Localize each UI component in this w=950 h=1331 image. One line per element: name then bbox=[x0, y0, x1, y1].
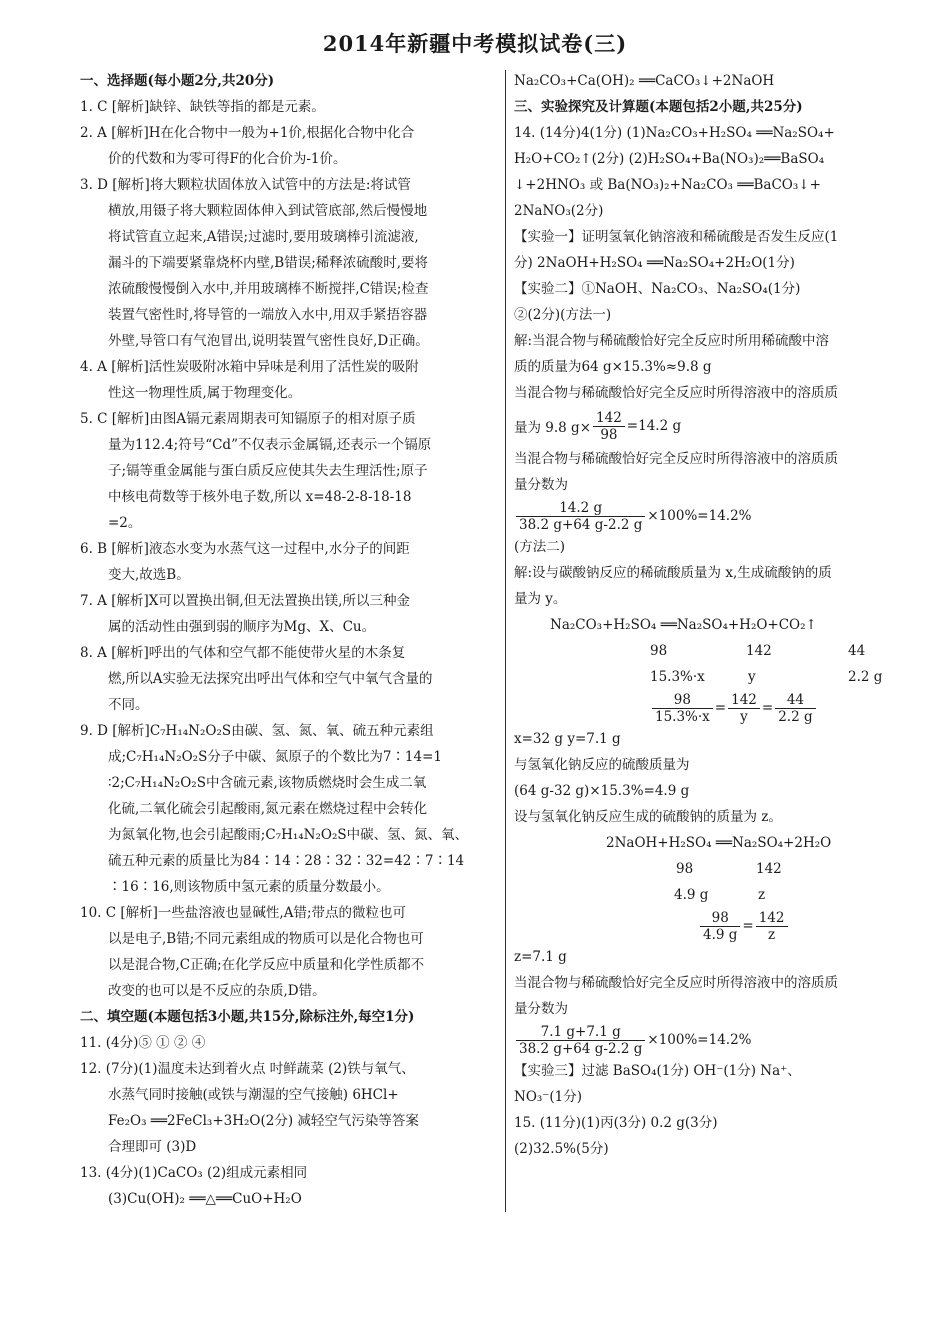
text-line: ②(2分)(方法一) bbox=[514, 307, 612, 323]
text-line: z=7.1 g bbox=[514, 949, 567, 965]
text-line: x=32 g y=7.1 g bbox=[514, 731, 621, 747]
text-line: ↓+2HNO₃ 或 Ba(NO₃)₂+Na₂CO₃ ══BaCO₃↓+ bbox=[514, 177, 821, 193]
denominator: 38.2 g+64 g-2.2 g bbox=[519, 516, 643, 533]
numerator: 98 bbox=[652, 692, 713, 709]
text-line: 解:设与碳酸钠反应的稀硫酸质量为 x,生成硫酸钠的质 bbox=[514, 565, 832, 581]
text-line: ∶2;C₇H₁₄N₂O₂S中含硫元素,该物质燃烧时会生成二氧 bbox=[108, 775, 427, 791]
text-line: 性这一物理性质,属于物理变化。 bbox=[108, 385, 302, 401]
denominator: 15.3%·x bbox=[655, 708, 710, 725]
text-line: 漏斗的下端要紧靠烧杯内壁,B错误;稀释浓硫酸时,要将 bbox=[108, 255, 429, 271]
text-line: 以是混合物,C正确;在化学反应中质量和化学性质都不 bbox=[108, 957, 425, 973]
text-line: 3. D [解析]将大颗粒状固体放入试管中的方法是:将试管 bbox=[80, 177, 411, 193]
fraction bbox=[593, 410, 625, 443]
numerator: 98 bbox=[700, 910, 740, 927]
text-line: 变大,故选B。 bbox=[108, 567, 190, 583]
text-line: 价的代数和为零可得F的化合价为-1价。 bbox=[108, 151, 347, 167]
denominator: z bbox=[768, 926, 776, 943]
text-line: 浓硫酸慢慢倒入水中,并用玻璃棒不断搅拌,C错误;检查 bbox=[108, 281, 429, 297]
text-line: 横放,用镊子将大颗粒固体伸入到试管底部,然后慢慢地 bbox=[108, 203, 428, 219]
text-line: (64 g-32 g)×15.3%=4.9 g bbox=[514, 783, 690, 799]
equation-row bbox=[514, 882, 930, 908]
left-column bbox=[80, 68, 497, 1212]
text-line: 7. A [解析]X可以置换出铜,但无法置换出镁,所以三种金 bbox=[80, 593, 410, 609]
fraction bbox=[652, 692, 713, 725]
text-line: 分) 2NaOH+H₂SO₄ ══Na₂SO₄+2H₂O(1分) bbox=[514, 255, 795, 271]
text-line: 以是电子,B错;不同元素组成的物质可以是化合物也可 bbox=[108, 931, 424, 947]
fraction bbox=[516, 500, 645, 533]
equation-row bbox=[514, 638, 930, 664]
text-line: 2NaNO₃(2分) bbox=[514, 203, 604, 219]
equation-value: 4.9 g bbox=[674, 887, 709, 903]
equation-value: 98 bbox=[650, 643, 668, 659]
proportion-line: $\frac{98}{15.3\%\cdot x}$ = $\frac{142}{y}$ = $\frac{44}{2.2 g}$ bbox=[514, 690, 930, 726]
section-heading: 一、选择题(每小题2分,共20分) bbox=[80, 73, 275, 89]
text-line: 为氮氧化物,也会引起酸雨;C₇H₁₄N₂O₂S中碳、氢、氮、氧、 bbox=[108, 827, 469, 843]
fraction-line bbox=[514, 406, 930, 446]
text-line: 量分数为 bbox=[514, 477, 568, 493]
text-line: ∶16∶16,则该物质中氢元素的质量分数最小。 bbox=[108, 879, 390, 895]
text-line: 8. A [解析]呼出的气体和空气都不能使带火星的木条复 bbox=[80, 645, 406, 661]
text-line: 解:当混合物与稀硫酸恰好完全反应时所用稀硫酸中溶 bbox=[514, 333, 830, 349]
text-line: 量为112.4;符号“Cd”不仅表示金属镉,还表示一个镉原 bbox=[108, 437, 432, 453]
numerator: 14.2 g bbox=[516, 500, 645, 517]
text-line: 不同。 bbox=[108, 697, 149, 713]
text-line: NO₃⁻(1分) bbox=[514, 1089, 583, 1105]
equation-row bbox=[514, 856, 930, 882]
text-line: 合理即可 (3)D bbox=[108, 1139, 197, 1155]
section-heading: 三、实验探究及计算题(本题包括2小题,共25分) bbox=[514, 99, 803, 115]
equation-value: 142 bbox=[746, 643, 772, 659]
equation-line: 2NaOH+H₂SO₄ ══Na₂SO₄+2H₂O bbox=[606, 835, 832, 851]
denominator: 98 bbox=[600, 426, 618, 443]
text-line: 设与氢氧化钠反应生成的硫酸钠的质量为 z。 bbox=[514, 809, 782, 825]
text-span: ×100%=14.2% bbox=[647, 508, 752, 524]
equation-value: 44 bbox=[848, 643, 866, 659]
page-title: 2014年新疆中考模拟试卷(三) bbox=[322, 31, 628, 56]
equation-value: z bbox=[758, 887, 766, 903]
numerator: 7.1 g+7.1 g bbox=[516, 1024, 645, 1041]
text-line: 水蒸气同时接触(或铁与潮湿的空气接触) 6HCl+ bbox=[108, 1087, 399, 1103]
fraction-line bbox=[514, 1022, 930, 1058]
text-line: 改变的也可以是不反应的杂质,D错。 bbox=[108, 983, 326, 999]
text-line: 【实验二】①NaOH、Na₂CO₃、Na₂SO₄(1分) bbox=[514, 281, 801, 297]
text-line: 硫五种元素的质量比为84∶14∶28∶32∶32=42∶7∶14 bbox=[108, 853, 465, 869]
numerator: 44 bbox=[775, 692, 815, 709]
text-line: 化硫,二氧化硫会引起酸雨,氮元素在燃烧过程中会转化 bbox=[108, 801, 428, 817]
numerator: 142 bbox=[728, 692, 760, 709]
fraction bbox=[516, 1024, 645, 1057]
text-line: 当混合物与稀硫酸恰好完全反应时所得溶液中的溶质质 bbox=[514, 385, 838, 401]
numerator: 142 bbox=[593, 410, 625, 427]
section-heading: 二、填空题(本题包括3小题,共15分,除标注外,每空1分) bbox=[80, 1009, 415, 1025]
equation-value: y bbox=[748, 669, 756, 685]
denominator: 38.2 g+64 g-2.2 g bbox=[519, 1040, 643, 1057]
text-line: 当混合物与稀硫酸恰好完全反应时所得溶液中的溶质质 bbox=[514, 975, 838, 991]
text-line: 2. A [解析]H在化合物中一般为+1价,根据化合物中化合 bbox=[80, 125, 415, 141]
text-line: 9. D [解析]C₇H₁₄N₂O₂S由碳、氢、氮、氧、硫五种元素组 bbox=[80, 723, 434, 739]
equation-value: 15.3%·x bbox=[650, 669, 705, 685]
text-line: 13. (4分)(1)CaCO₃ (2)组成元素相同 bbox=[80, 1165, 308, 1181]
text-line: 与氢氧化钠反应的硫酸质量为 bbox=[514, 757, 690, 773]
text-span: 量为 9.8 g× bbox=[514, 420, 592, 436]
text-line: H₂O+CO₂↑(2分) (2)H₂SO₄+Ba(NO₃)₂══BaSO₄ bbox=[514, 151, 825, 167]
text-line: 外壁,导管口有气泡冒出,说明装置气密性良好,D正确。 bbox=[108, 333, 429, 349]
text-span: ×100%=14.2% bbox=[647, 1032, 752, 1048]
text-line: =2。 bbox=[108, 515, 142, 531]
text-line: 属的活动性由强到弱的顺序为Mg、X、Cu。 bbox=[108, 619, 376, 635]
text-line: Na₂CO₃+Ca(OH)₂ ══CaCO₃↓+2NaOH bbox=[514, 73, 775, 89]
text-line: 15. (11分)(1)丙(3分) 0.2 g(3分) bbox=[514, 1115, 718, 1131]
text-line: (3)Cu(OH)₂ ══△══CuO+H₂O bbox=[108, 1191, 302, 1207]
text-line: (2)32.5%(5分) bbox=[514, 1141, 609, 1157]
equation-line: Na₂CO₃+H₂SO₄ ══Na₂SO₄+H₂O+CO₂↑ bbox=[550, 617, 817, 633]
text-line: 6. B [解析]液态水变为水蒸气这一过程中,水分子的间距 bbox=[80, 541, 410, 557]
text-line: 【实验一】证明氢氧化钠溶液和稀硫酸是否发生反应(1 bbox=[514, 229, 839, 245]
text-line: 装置气密性时,将导管的一端放入水中,用双手紧捂容器 bbox=[108, 307, 428, 323]
text-line: 14. (14分)4(1分) (1)Na₂CO₃+H₂SO₄ ══Na₂SO₄+ bbox=[514, 125, 835, 141]
text-span: =14.2 g bbox=[626, 418, 682, 434]
numerator: 142 bbox=[756, 910, 788, 927]
equation-value: 98 bbox=[676, 861, 694, 877]
text-line: 中核电荷数等于核外电子数,所以 x=48-2-8-18-18 bbox=[108, 489, 412, 505]
fraction bbox=[700, 910, 740, 943]
text-line: 将试管直立起来,A错误;过滤时,要用玻璃棒引流滤液, bbox=[108, 229, 419, 245]
fraction bbox=[756, 910, 788, 943]
text-line: 【实验三】过滤 BaSO₄(1分) OH⁻(1分) Na⁺、 bbox=[514, 1063, 801, 1079]
text-line: 12. (7分)(1)温度未达到着火点 吋鲜蔬菜 (2)铁与氧气、 bbox=[80, 1061, 415, 1077]
text-line: 11. (4分)⑤ ① ② ④ bbox=[80, 1035, 206, 1051]
text-line: (方法二) bbox=[514, 539, 566, 555]
denominator: 4.9 g bbox=[703, 926, 738, 943]
right-column bbox=[514, 68, 930, 1162]
text-line: 当混合物与稀硫酸恰好完全反应时所得溶液中的溶质质 bbox=[514, 451, 838, 467]
equation-row bbox=[514, 664, 930, 690]
text-line: Fe₂O₃ ══2FeCl₃+3H₂O(2分) 减轻空气污染等答案 bbox=[108, 1113, 419, 1129]
fraction-line bbox=[514, 498, 930, 534]
equation-value: 2.2 g bbox=[848, 669, 883, 685]
text-line: 子;镉等重金属能与蛋白质反应使其失去生理活性;原子 bbox=[108, 463, 428, 479]
text-line: 量为 y。 bbox=[514, 591, 567, 607]
text-line: 1. C [解析]缺锌、缺铁等指的都是元素。 bbox=[80, 99, 325, 115]
text-line: 5. C [解析]由图A镉元素周期表可知镉原子的相对原子质 bbox=[80, 411, 416, 427]
fraction bbox=[728, 692, 760, 725]
proportion-line: $\frac{98}{4.9 g}$ = $\frac{142}{z}$ bbox=[514, 908, 930, 944]
denominator: 2.2 g bbox=[778, 708, 813, 725]
denominator: y bbox=[740, 708, 748, 725]
text-line: 成;C₇H₁₄N₂O₂S分子中碳、氮原子的个数比为7∶14=1 bbox=[108, 749, 443, 765]
fraction bbox=[775, 692, 815, 725]
equation-value: 142 bbox=[756, 861, 782, 877]
text-line: 质的质量为64 g×15.3%≈9.8 g bbox=[514, 359, 712, 375]
column-divider bbox=[505, 70, 506, 1212]
text-line: 燃,所以A实验无法探究出呼出气体和空气中氧气含量的 bbox=[108, 671, 433, 687]
text-line: 10. C [解析]一些盐溶液也显碱性,A错;带点的微粒也可 bbox=[80, 905, 407, 921]
text-line: 4. A [解析]活性炭吸附冰箱中异味是利用了活性炭的吸附 bbox=[80, 359, 419, 375]
text-line: 量分数为 bbox=[514, 1001, 568, 1017]
